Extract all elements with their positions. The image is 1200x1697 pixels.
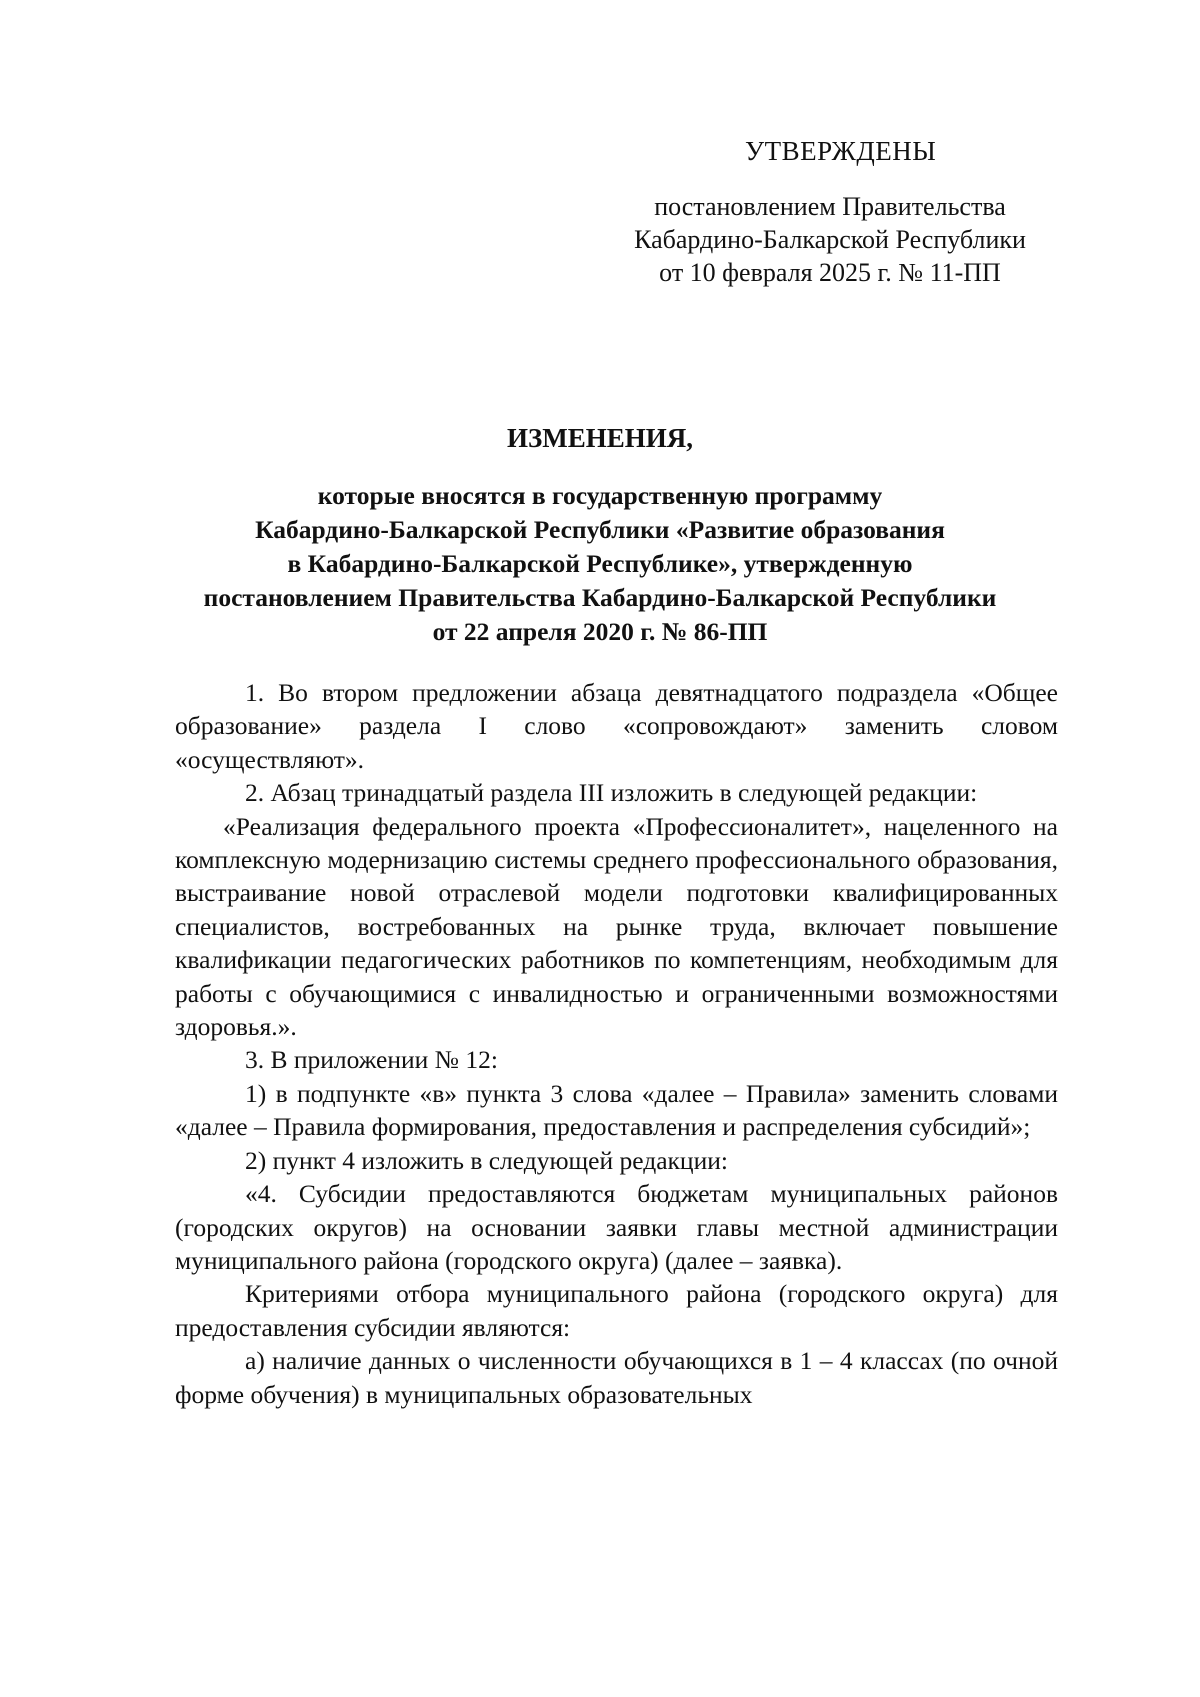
paragraph-item-2: 2. Абзац тринадцатый раздела III изложить в следующей редакции:: [245, 778, 978, 808]
subtitle-line: постановлением Правительства Кабардино-Балкарской Республики: [203, 583, 997, 612]
subtitle-line: Кабардино-Балкарской Республики «Развитие образования: [255, 515, 945, 544]
approval-heading: УТВЕРЖДЕНЫ: [745, 136, 937, 166]
paragraph-quote-professionalitet: «Реализация федерального проекта «Профессионалитет», нацеленного на комплексную модернизацию системы среднего профессионального образования, выстраивание новой отраслевой модели подготовки квалифицированных специалистов, востребованных на рынке труда, включает повышение квалификации педагогических работников по компетенциям, необходимым для работы с обучающимися с инвалидностью и ограниченными возможностями здоровья.».: [175, 811, 1058, 1042]
paragraph-criteria: Критериями отбора муниципального района (городского округа) для предоставления субсидии являются:: [175, 1279, 1058, 1342]
paragraph-subitem-1: 1) в подпункте «в» пункта 3 слова «далее – Правила» заменить словами «далее – Правила формирования, предоставления и распределения субсидий»;: [175, 1078, 1058, 1142]
document-subtitle: [130, 479, 1070, 649]
subtitle-line: которые вносятся в государственную программу: [317, 481, 883, 510]
document-body: [175, 676, 1058, 1411]
approval-line: постановлением Правительства: [654, 192, 1006, 221]
paragraph-item-1: 1. Во втором предложении абзаца девятнадцатого подраздела «Общее образование» раздела I слово «сопровождают» заменить словом «осуществляют».: [175, 678, 1058, 774]
approval-line: от 10 февраля 2025 г. № 11-ПП: [659, 258, 1001, 287]
document-title-block: [130, 421, 1070, 649]
subtitle-line: в Кабардино-Балкарской Республике», утвержденную: [287, 549, 913, 578]
paragraph-item-3: 3. В приложении № 12:: [245, 1045, 498, 1075]
paragraph-criteria-a: а) наличие данных о численности обучающихся в 1 – 4 классах (по очной форме обучения) в муниципальных образовательных: [175, 1346, 1058, 1409]
approval-line: Кабардино-Балкарской Республики: [634, 225, 1026, 254]
paragraph-subitem-2: 2) пункт 4 изложить в следующей редакции:: [245, 1145, 728, 1175]
approval-details: [600, 190, 1060, 289]
paragraph-quote-subsidies: «4. Субсидии предоставляются бюджетам муниципальных районов (городских округов) на основании заявки главы местной администрации муниципального района (городского округа) (далее – заявка).: [175, 1179, 1058, 1275]
subtitle-line: от 22 апреля 2020 г. № 86-ПП: [432, 617, 768, 646]
document-title: ИЗМЕНЕНИЯ,: [506, 423, 693, 453]
